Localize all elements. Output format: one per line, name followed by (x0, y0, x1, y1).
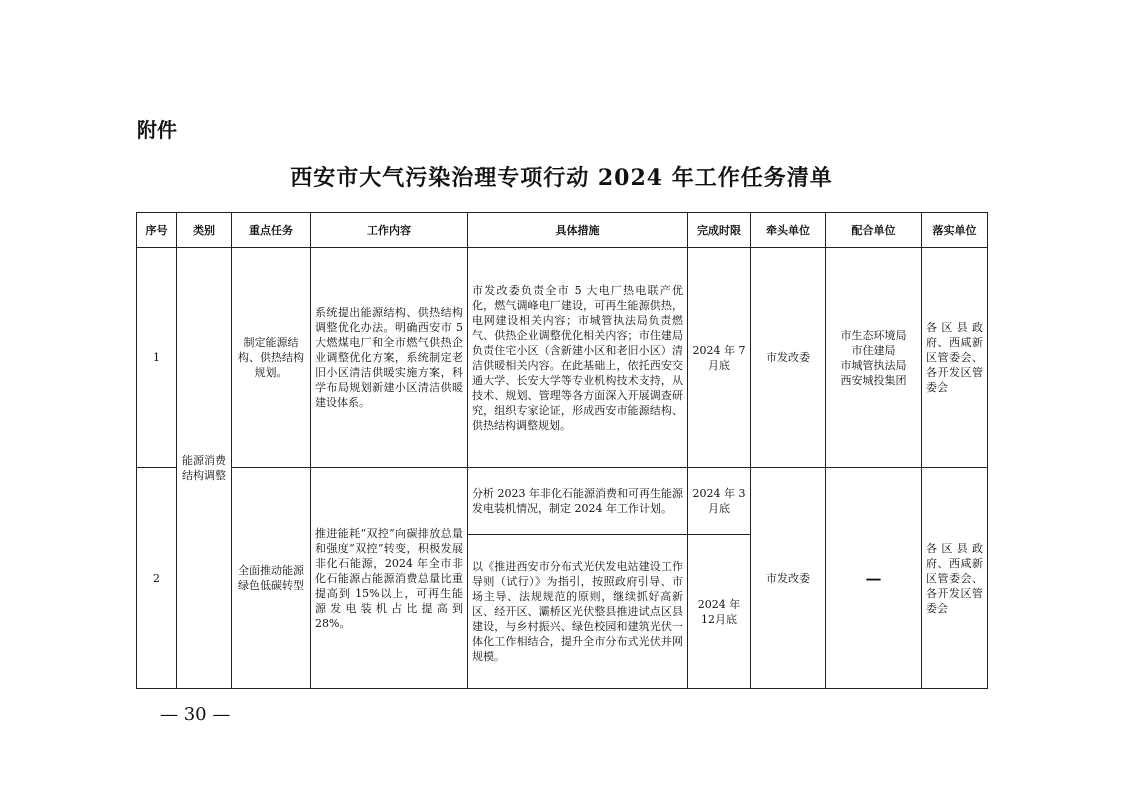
header-cooperate: 配合单位 (826, 213, 922, 248)
row1-deadline: 2024 年 7月底 (688, 248, 751, 468)
header-no: 序号 (137, 213, 177, 248)
header-implement: 落实单位 (922, 213, 988, 248)
row1-measures: 市发改委负责全市 5 大电厂热电联产优化，燃气调峰电厂建设，可再生能源供热，电网建设相关内容；市城管执法局负责燃气、供热企业调整优化相关内容；市住建局负责住宅小区（含新建小区和老旧小区）清洁供暖相关内容。在此基础上，依托西安交通大学、长安大学等专业机构技术支持，从技术、规划、管理等各方面深入开展调查研究，组织专家论证，形成西安市能源结构、供热结构调整规划。 (468, 248, 688, 468)
header-measures: 具体措施 (468, 213, 688, 248)
attachment-label: 附件 (137, 118, 177, 142)
table-row (137, 248, 988, 468)
cooperate-unit: 西安城投集团 (840, 373, 907, 387)
row2-implement: 各区县政府、西咸新区管委会、各开发区管委会 (922, 468, 988, 689)
header-task: 重点任务 (232, 213, 311, 248)
row1-cooperate (826, 248, 922, 468)
category-cell: 能源消费结构调整 (177, 248, 232, 689)
task-table (136, 212, 988, 689)
row2-deadline-2: 2024 年 12月底 (688, 535, 751, 689)
row2-lead: 市发改委 (751, 468, 826, 689)
row2-content: 推进能耗“双控”向碳排放总量和强度“双控”转变，积极发展非化石能源，2024 年全市非化石能源占能源消费总量比重提高到 15%以上，可再生能源发电装机占比提高到 28%。 (311, 468, 468, 689)
row2-cooperate: — (826, 468, 922, 689)
row1-lead: 市发改委 (751, 248, 826, 468)
cooperate-unit: 市城管执法局 (840, 358, 907, 372)
table-header-row (137, 213, 988, 248)
row2-no: 2 (137, 468, 177, 689)
row2-measure-1: 分析 2023 年非化石能源消费和可再生能源发电装机情况，制定 2024 年工作计划。 (468, 468, 688, 535)
header-category: 类别 (177, 213, 232, 248)
row1-content: 系统提出能源结构、供热结构调整优化办法。明确西安市 5 大燃煤电厂和全市燃气供热企业调整优化方案，系统制定老旧小区清洁供暖实施方案，科学布局规划新建小区清洁供暖建设体系。 (311, 248, 468, 468)
row1-task: 制定能源结构、供热结构规划。 (232, 248, 311, 468)
table-row (137, 468, 988, 535)
cooperate-unit: 市住建局 (851, 343, 896, 357)
row1-no: 1 (137, 248, 177, 468)
row2-measure-2: 以《推进西安市分布式光伏发电站建设工作导则（试行）》为指引，按照政府引导、市场主导、法规规范的原则，继续抓好高新区、经开区、灞桥区光伏整县推进试点区县建设，与乡村振兴、绿色校园和建筑光伏一体化工作相结合，提升全市分布式光伏并网规模。 (468, 535, 688, 689)
header-deadline: 完成时限 (688, 213, 751, 248)
header-content: 工作内容 (311, 213, 468, 248)
row2-task: 全面推动能源绿色低碳转型 (232, 468, 311, 689)
cooperate-unit: 市生态环境局 (840, 328, 907, 342)
header-lead: 牵头单位 (751, 213, 826, 248)
page-title: 西安市大气污染治理专项行动 2024 年工作任务清单 (290, 165, 833, 191)
row2-deadline-1: 2024 年 3月底 (688, 468, 751, 535)
row1-implement: 各区县政府、西咸新区管委会、各开发区管委会 (922, 248, 988, 468)
page-number: — 30 — (160, 704, 231, 725)
